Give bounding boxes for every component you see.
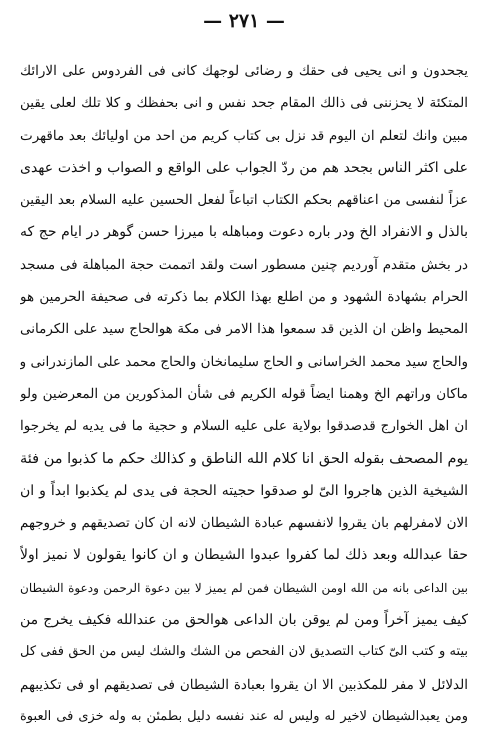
text-line-13: يوم المصحف بقوله الحق انا كلام الله الناطق و كذالك حكم ما كذبوا من فئة — [20, 450, 468, 467]
text-line-21: ومن يعبدالشيطان لاخير له وليس له عند نفسه دليل بطمئن به وله خزى فى العبوة — [20, 708, 468, 724]
text-line-4: على اكثر الناس بجحد هم من ردّ الجواب على الواقع و الصواب و اخذت عهدى — [20, 159, 468, 176]
text-line-8: الحرام بشهادة الشهود و من اطلع بهذا الكلام بما ذكرته فى صحيفة الحرمين هو — [20, 289, 468, 306]
text-line-5: عزاً لنفسى من اعناقهم بحكم الكتاب اتباعاً لفعل الحسين عليه السلام بعد اليقين — [20, 192, 468, 209]
text-line-10: والحاج سيد محمد الخراسانى و الحاج سليمانخان والحاج محمد على المازندرانى و — [20, 353, 468, 370]
text-line-16: حقا عبدالله وبعد ذلك لما كفروا عبدوا الشيطان و ان كانوا يقولون لا نميز اولاً — [20, 547, 468, 564]
text-line-6: بالذل و الانفراد الخ ودر باره دعوت ومباهله با ميرزا حسن گوهر در ايام حج كه — [20, 224, 468, 241]
text-line-12: ان اهل الخوارج قدصدقوا بولاية على عليه السلام و حجية ما فى يديه لم يخرجوا — [20, 418, 468, 435]
text-line-11: ماكان وراتهم الخ وهمنا ايضاً قوله الكريم فى شأن المذكورين من المعرضين ولو — [20, 385, 468, 402]
text-line-2: المتكئة لا يحزننى فى ذالك المقام جحد نفس و انى بحفظك و كلا تلك لعلى يقين — [20, 95, 468, 112]
text-line-15: الان لامفرلهم بان يقروا لانفسهم عبادة الشيطان لانه ان كان تصديقهم و خروجهم — [20, 515, 468, 532]
text-line-18: كيف يميز آخراً ومن لم يوقن بان الداعى هوالحق من عندالله فكيف يخرج من — [20, 612, 468, 629]
page-number: — ٢٧١ — — [203, 10, 285, 32]
text-line-3: مبين وانك لتعلم ان اليوم قد نزل بى كتاب كريم من احد من اوليائك بعد ماقهرت — [20, 127, 468, 144]
text-line-14: الشيخية الذين هاجروا الىّ لو صدقوا حجيته الحجة فى يدى لم يكذبوا ابداً و ان — [20, 482, 468, 499]
text-line-19: بيته و كتب الىّ كتاب التصديق لان الفحص من الشك والشك ليس من الحق ففى كل — [20, 644, 468, 660]
text-line-17: بين الداعى بانه من الله اومن الشيطان فمن لم يميز لا بين دعوة الرحمن ودعوة الشيطان — [20, 580, 468, 595]
text-line-9: المحيط واظن ان الذين قد سمعوا هذا الامر فى مكة هوالحاج سيد على الكرمانى — [20, 321, 468, 338]
text-line-20: الدلائل لا مفر للمكذبين الا ان يقروا بعبادة الشيطان فى تصديقهم او فى تكذيبهم — [20, 676, 468, 693]
text-line-1: يجحدون و انى يحيى فى حقك و رضائى لوجهك كانى فى الفردوس على الارائك — [20, 63, 468, 79]
text-line-7: در بخش متقدم آوردیم چنين مسطور است ولقد اتممت حجة المباهلة فى مسجد — [20, 256, 468, 273]
body-text — [20, 55, 468, 733]
